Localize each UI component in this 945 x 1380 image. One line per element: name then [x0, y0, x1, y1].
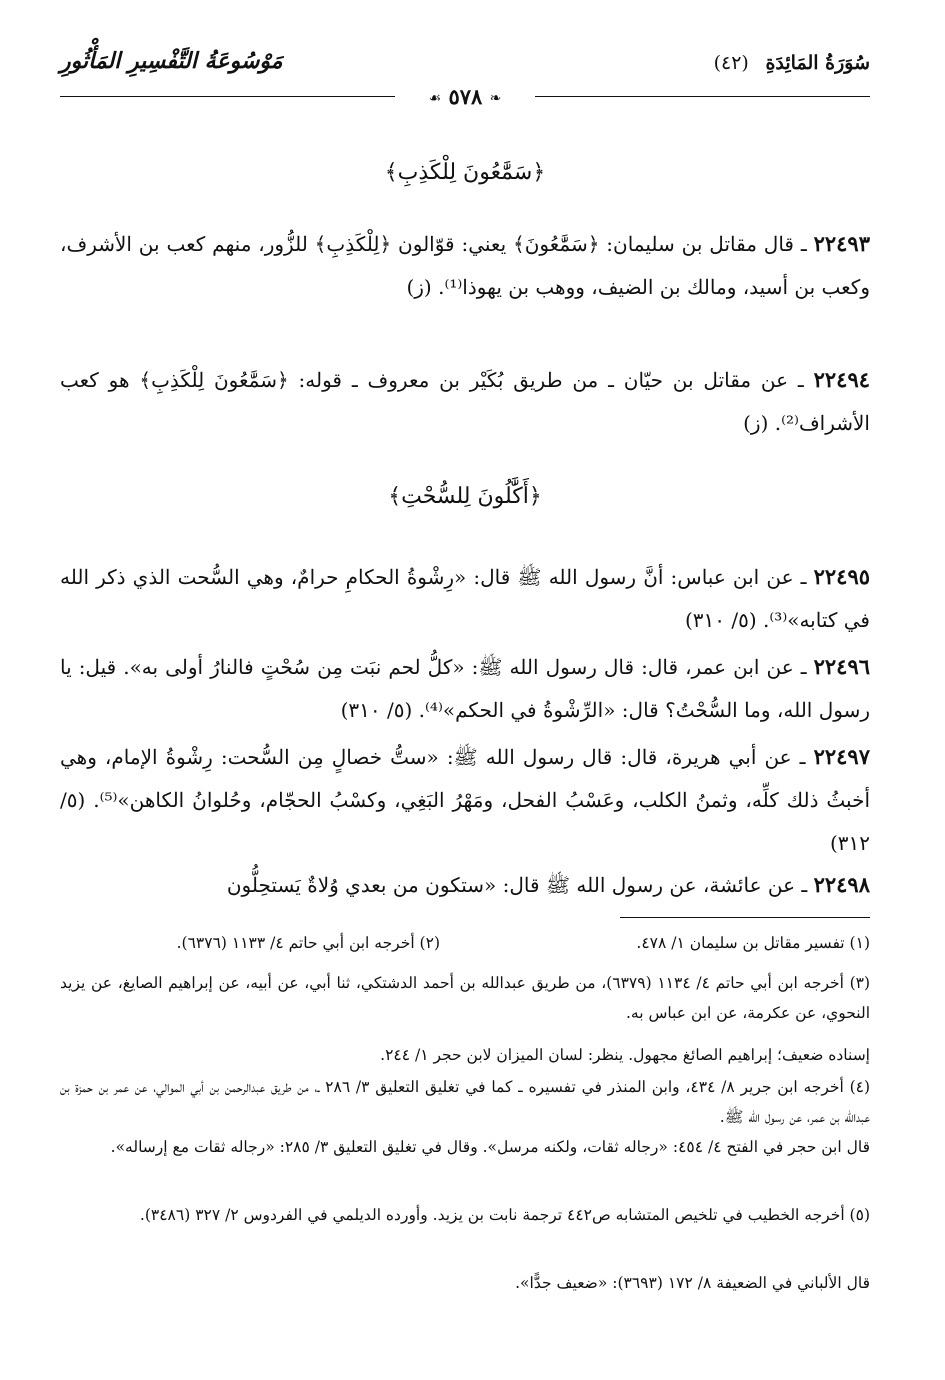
footnote-2: (٢) أخرجه ابن أبي حاتم ٤/ ١١٣٣ (٦٣٧٦). — [176, 934, 440, 952]
verse-number: (٤٢) — [713, 52, 749, 74]
footnote-3: (٣) أخرجه ابن أبي حاتم ٤/ ١١٣٤ (٦٣٧٩)، من طريق عبدالله بن أحمد الدشتكي، ثنا أبي، عن أبيه، عن إبراهيم الصايغ، عن يزيد النحوي، عن عكرمة، عن ابن عباس به. — [60, 974, 871, 1022]
entry-number: ٢٢٤٩٧ — [813, 744, 870, 769]
entry-number: ٢٢٤٩٥ — [813, 564, 871, 589]
entry-22494 — [60, 358, 870, 445]
entry-22498 — [60, 863, 870, 907]
surah-title — [714, 52, 870, 74]
entry-22493 — [60, 222, 870, 309]
ornament-icon: ☙ — [428, 90, 442, 107]
page-number — [60, 84, 870, 109]
section-heading-2: ﴿أَكَّٰلُونَ لِلسُّحْتِ﴾ — [388, 484, 542, 509]
entry-number: ٢٢٤٩٤ — [813, 367, 871, 392]
entry-number: ٢٢٤٩٨ — [813, 872, 870, 897]
footnote-4-note: قال ابن حجر في الفتح ٤/ ٤٥٤: «رجاله ثقات، ولكنه مرسل». وقال في تغليق التعليق ٣/ ٢٨٥: «رجاله ثقات مع إرساله». — [110, 1138, 870, 1156]
entry-text: ـ عن ابن عباس: أنَّ رسول الله ﷺ قال: «رِشْوةُ الحكامِ حرامٌ، وهي السُّحت الذي ذكر الله في كتابه»⁽³⁾. (٥/ ٣١٠) — [60, 565, 870, 632]
footnote-1: (١) تفسير مقاتل بن سليمان ١/ ٤٧٨. — [636, 934, 870, 952]
footnote-5-note: قال الألباني في الضعيفة ٨/ ١٧٢ (٣٦٩٣): «ضعيف جدًّا». — [515, 1274, 870, 1292]
section-heading-1: ﴿سَمَّٰعُونَ لِلْكَذِبِ﴾ — [384, 160, 546, 185]
page-number-text: ٥٧٨ — [448, 84, 483, 109]
footnote-3-note: إسناده ضعيف؛ إبراهيم الصائغ مجهول. ينظر: لسان الميزان لابن حجر ١/ ٢٤٤. — [380, 1046, 870, 1064]
entry-22496 — [60, 645, 870, 732]
book-title: مَوْسُوعَةُ التَّفْسِيرِ المَأْثُورِ — [60, 48, 283, 74]
entry-number: ٢٢٤٩٣ — [813, 231, 870, 256]
footnote-row-1-2 — [60, 928, 870, 958]
entry-text: ـ عن ابن عمر، قال: قال رسول الله ﷺ: «كلُّ لحم نبَت مِن سُحْتٍ فالنارُ أولى به». قيل: يا رسول الله، وما السُّحْتُ؟ قال: «الرِّشْوةُ في الحكم»⁽⁴⁾. (٥/ ٣١٠) — [60, 655, 870, 722]
footnote-5: (٥) أخرجه الخطيب في تلخيص المتشابه ص٤٤٢ ترجمة نابت بن يزيد. وأورده الديلمي في الفردوس ٢/ ٣٢٧ (٣٤٨٦). — [139, 1206, 870, 1224]
entry-number: ٢٢٤٩٦ — [813, 654, 871, 679]
surah-name: سُوَرَةُ المَائِدَةِ — [765, 52, 870, 74]
entry-text: ـ قال مقاتل بن سليمان: ﴿سَمَّٰعُونَ﴾ يعني: قوّالون ﴿لِلْكَذِبِ﴾ للزُّور، منهم كعب بن الأشرف، وكعب بن أسيد، ومالك بن الضيف، ووهب بن يهوذا⁽¹⁾. (ز) — [60, 232, 870, 299]
footnote-4: (٤) أخرجه ابن جرير ٨/ ٤٣٤، وابن المنذر في تفسيره ـ كما في تغليق التعليق ٣/ ٢٨٦ ـ، من طريق عبدالرحمن بن أبي الموالي، عن عمر بن حمزة بن عبدالله بن عمر، عن رسول الله ﷺ. — [60, 1078, 871, 1126]
entry-22497 — [60, 735, 870, 865]
entry-22495 — [60, 555, 870, 642]
entry-text: ـ عن مقاتل بن حيّان ـ من طريق بُكَيْر بن معروف ـ قوله: ﴿سَمَّٰعُونَ لِلْكَذِبِ﴾ هو كعب الأشراف⁽²⁾. (ز) — [60, 368, 870, 435]
page-header — [60, 44, 870, 109]
ornament-icon: ❧ — [489, 90, 502, 107]
entry-text: ـ عن عائشة، عن رسول الله ﷺ قال: «ستكون من بعدي وُلاةٌ يَستحِلُّون — [226, 873, 808, 897]
entry-text: ـ عن أبي هريرة، قال: قال رسول الله ﷺ: «ستُّ خصالٍ مِن السُّحت: رِشْوةُ الإمام، وهي أخبثُ ذلك كلِّه، وثمنُ الكلب، وعَسْبُ الفحل، ومَهْرُ البَغِي، وكسْبُ الحجّام، وحُلوانُ الكاهن»⁽⁵⁾. (٥/ ٣١٢) — [60, 745, 870, 855]
footnote-separator — [620, 917, 870, 918]
